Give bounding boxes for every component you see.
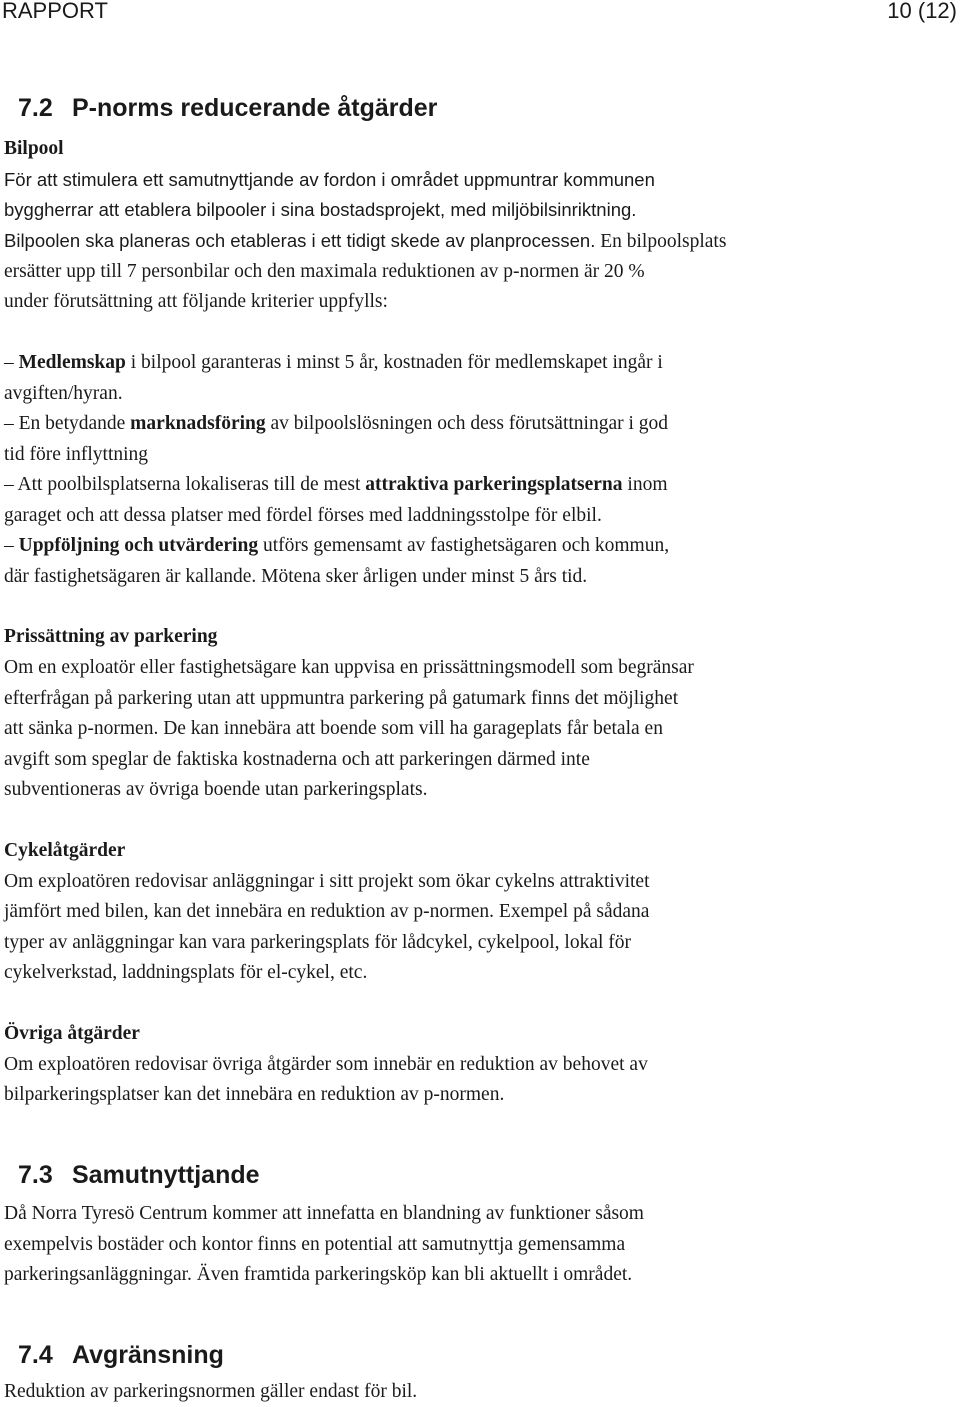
section-heading-7-3 [18, 1159, 260, 1191]
paragraph-line: jämfört med bilen, kan det innebära en reduktion av p-normen. Exempel på sådana [4, 901, 650, 922]
criteria-text: inom [622, 474, 668, 495]
criteria-text: av bilpoolslösningen och dess förutsättningar i god [265, 413, 669, 434]
paragraph-line: Då Norra Tyresö Centrum kommer att innefatta en blandning av funktioner såsom [4, 1203, 644, 1224]
criteria-text: Att poolbilsplatserna lokaliseras till de mest [13, 474, 366, 495]
paragraph-line: Om exploatören redovisar anläggningar i sitt projekt som ökar cykelns attraktivitet [4, 871, 650, 892]
criteria-continuation: tid före inflyttning [4, 444, 149, 465]
criteria-text: En betydande [13, 413, 131, 434]
section-title: Samutnyttjande [72, 1161, 260, 1189]
criteria-item-attraktiva [4, 470, 668, 500]
paragraph-line: typer av anläggningar kan vara parkeringsplats för lådcykel, cykelpool, lokal för [4, 932, 632, 953]
page-number: 10 (12) [887, 0, 957, 23]
paragraph-line: exempelvis bostäder och kontor finns en potential att samutnyttja gemensamma [4, 1234, 626, 1255]
criteria-keyword: attraktiva parkeringsplatserna [365, 474, 623, 495]
subheading-bilpool: Bilpool [4, 138, 64, 159]
section-heading-7-4 [18, 1339, 224, 1371]
paragraph-line: parkeringsanläggningar. Även framtida parkeringsköp kan bli aktuellt i området. [4, 1264, 633, 1285]
section-number: 7.3 [18, 1161, 53, 1189]
dash-bullet: – [4, 413, 14, 434]
criteria-item-medlemskap [4, 348, 663, 378]
criteria-item-uppfoljning [4, 531, 669, 561]
paragraph-line: Reduktion av parkeringsnormen gäller endast för bil. [4, 1381, 418, 1402]
paragraph-line: att sänka p-normen. De kan innebära att boende som vill ha garageplats får betala en [4, 718, 663, 739]
dash-bullet: – [4, 352, 14, 373]
criteria-continuation: avgiften/hyran. [4, 383, 123, 404]
criteria-text: utförs gemensamt av fastighetsägaren och kommun, [258, 535, 670, 556]
paragraph-line: cykelverkstad, laddningsplats för el-cykel, etc. [4, 962, 368, 983]
paragraph-line: avgift som speglar de faktiska kostnaderna och att parkeringen därmed inte [4, 749, 590, 770]
section-title: P-norms reducerande åtgärder [72, 94, 438, 122]
criteria-text: i bilpool garanteras i minst 5 år, kostnaden för medlemskapet ingår i [125, 352, 663, 373]
criteria-continuation: garaget och att dessa platser med fördel förses med laddningsstolpe för elbil. [4, 505, 602, 526]
dash-bullet: – [4, 535, 14, 556]
section-heading-7-2 [18, 92, 437, 124]
section-title: Avgränsning [72, 1341, 224, 1369]
paragraph-text: Bilpoolen ska planeras och etableras i ett tidigt skede av planprocessen. [4, 230, 596, 251]
paragraph-line [4, 226, 726, 257]
paragraph-line: ersätter upp till 7 personbilar och den maximala reduktionen av p-normen är 20 % [4, 261, 645, 282]
criteria-keyword: Uppföljning och utvärdering [18, 535, 259, 556]
page-header-title: RAPPORT [2, 0, 108, 23]
subheading-prissattning: Prissättning av parkering [4, 626, 218, 647]
dash-bullet: – [4, 474, 14, 495]
paragraph-line: subventioneras av övriga boende utan parkeringsplats. [4, 779, 428, 800]
section-number: 7.4 [18, 1341, 53, 1369]
paragraph-line: efterfrågan på parkering utan att uppmuntra parkering på gatumark finns det möjlighet [4, 688, 679, 709]
subheading-cykelatgarder: Cykelåtgärder [4, 840, 126, 861]
paragraph-line: Om exploatören redovisar övriga åtgärder som innebär en reduktion av behovet av [4, 1054, 648, 1075]
paragraph-line: För att stimulera ett samutnyttjande av fordon i området uppmuntrar kommunen [4, 169, 655, 190]
paragraph-line: byggherrar att etablera bilpooler i sina bostadsprojekt, med miljöbilsinriktning. [4, 199, 637, 220]
subheading-ovriga-atgarder: Övriga åtgärder [4, 1023, 140, 1044]
section-number: 7.2 [18, 94, 53, 122]
paragraph-line: Om en exploatör eller fastighetsägare kan uppvisa en prissättningsmodell som begränsar [4, 657, 694, 678]
criteria-item-marknadsforing [4, 409, 668, 439]
criteria-continuation: där fastighetsägaren är kallande. Mötena sker årligen under minst 5 års tid. [4, 566, 588, 587]
paragraph-text: En bilpoolsplats [595, 231, 727, 252]
paragraph-line: under förutsättning att följande kriterier uppfylls: [4, 291, 388, 312]
paragraph-line: bilparkeringsplatser kan det innebära en reduktion av p-normen. [4, 1084, 505, 1105]
criteria-keyword: Medlemskap [18, 352, 126, 373]
criteria-keyword: marknadsföring [130, 413, 266, 434]
